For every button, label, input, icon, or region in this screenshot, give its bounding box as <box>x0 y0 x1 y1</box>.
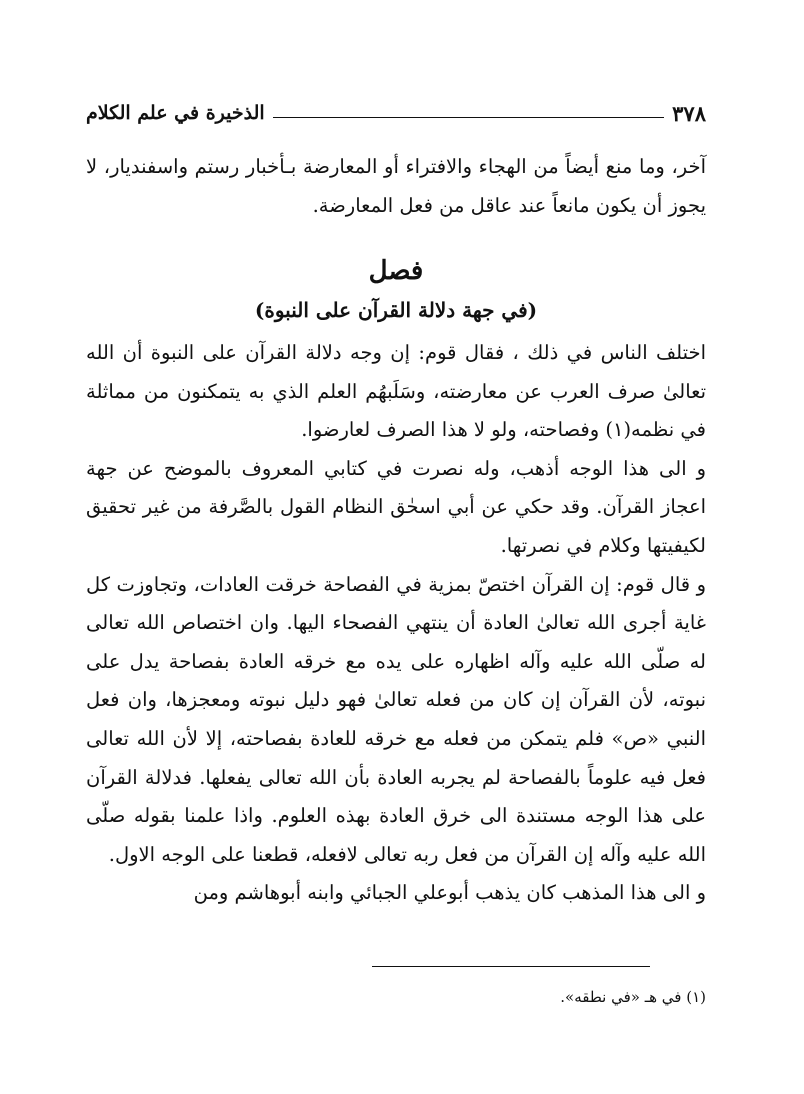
header-rule <box>273 117 665 118</box>
intro-paragraph: آخر، وما منع أيضاً من الهجاء والافتراء أو المعارضة بـأخبار رستم واسفنديار، لا يجوز أن يكون مانعاً عند عاقل من فعل المعارضة. <box>86 155 706 217</box>
book-title: الذخيرة في علم الكلام <box>86 102 265 124</box>
paragraph: اختلف الناس في ذلك ، فقال قوم: إن وجه دلالة القرآن على النبوة أن الله تعالىٰ صرف العرب عن معارضته، وسَلَبهُم العلم الذي به يتمكنون من مماثلة في نظمه(١) وفصاحته، ولو لا هذا الصرف لعارضوا. <box>86 341 706 442</box>
section-body <box>86 334 706 913</box>
section-subtitle: (في جهة دلالة القرآن على النبوة) <box>254 298 538 322</box>
footnote: (١) في هـ «في نطقه». <box>560 988 706 1006</box>
section-title: فصل <box>368 256 424 286</box>
paragraph: و الى هذا الوجه أذهب، وله نصرت في كتابي المعروف بالموضح عن جهة اعجاز القرآن. وقد حكي عن أبي اسحٰق النظام القول بالصَّرفة من غير تحقيق لكيفيتها وكلام في نصرتها. <box>86 456 706 557</box>
paragraph: و الى هذا المذهب كان يذهب أبوعلي الجبائي وابنه أبوهاشم ومن <box>193 881 706 905</box>
paragraph: و قال قوم: إن القرآن اختصّ بمزية في الفصاحة خرقت العادات، وتجاوزت كل غاية أجرى الله تعالىٰ العادة أن ينتهي الفصحاء اليها. وان اختصاص الله تعالى له صلّى الله عليه وآله اظهاره على يده مع خرقه العادة بفصاحة يدل على نبوته، لأن القرآن إن كان من فعله تعالىٰ فهو دليل نبوته ومعجزها، وان فعل النبي «ص» فلم يتمكن من فعله مع خرقه للعادة بفصاحته، إلا لأن الله تعالى فعل فيه علوماً بالفصاحة لم يجربه العادة بأن الله تعالى يفعلها. فدلالة القرآن على هذا الوجه مستندة الى خرق العادة بهذه العلوم. واذا علمنا بقوله صلّى الله عليه وآله إن القرآن من فعل ربه تعالى لافعله، قطعنا على الوجه الاول. <box>86 572 706 866</box>
intro-text <box>86 148 706 225</box>
running-header <box>86 98 706 128</box>
footnote-rule <box>372 966 650 967</box>
page-number: ٣٧٨ <box>672 100 706 126</box>
